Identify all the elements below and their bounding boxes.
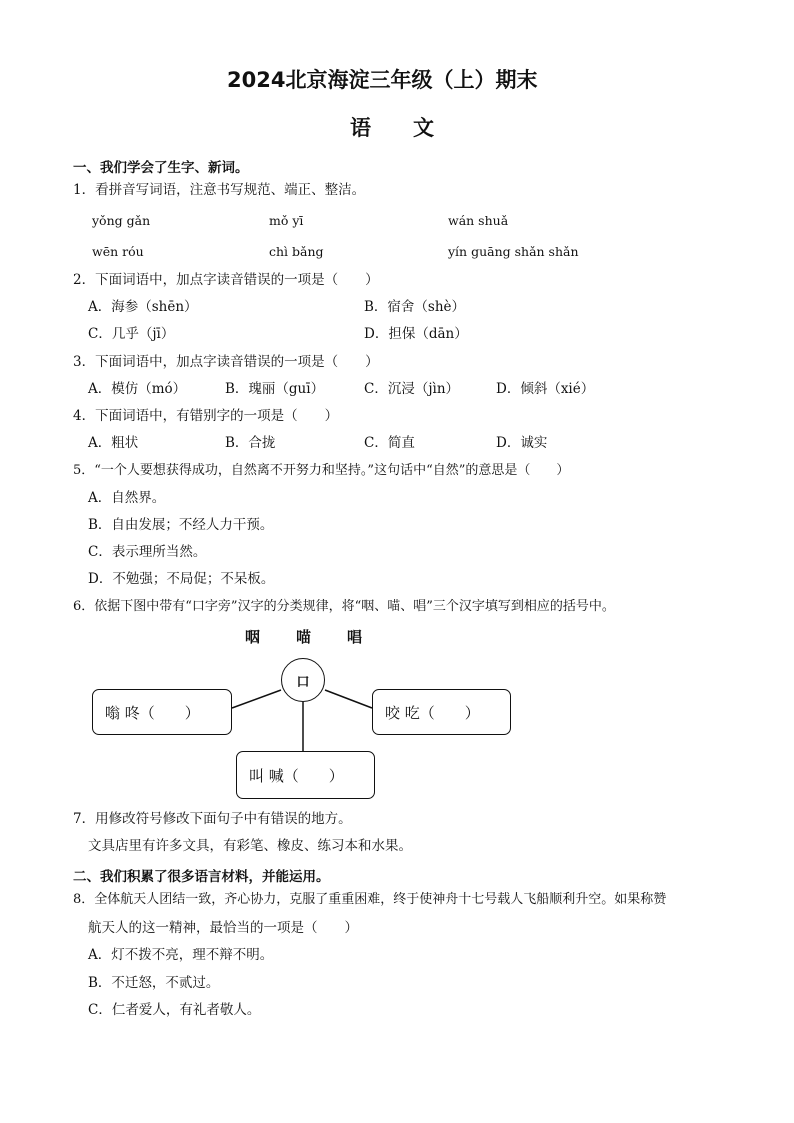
q3-option-a: A．模仿（mó） (88, 381, 187, 397)
q8-option-a: A．灯不拨不亮，理不辩不明。 (88, 947, 274, 963)
q1-pinyin-4: wēn róu (92, 244, 144, 259)
q1-pinyin-6: yín guāng shǎn shǎn (448, 244, 579, 259)
q5-option-d: D．不勉强；不局促；不呆板。 (88, 571, 275, 587)
q5-option-b: B．自由发展；不经人力干预。 (88, 517, 274, 533)
q1-pinyin-1: yǒng gǎn (92, 213, 151, 228)
q3-stem: 3．下面词语中，加点字读音错误的一项是（ ） (73, 354, 379, 370)
q8-stem-line-2: 航天人的这一精神，最恰当的一项是（ ） (88, 920, 358, 936)
q4-option-d: D．诚实 (496, 435, 548, 451)
q6-char-2: 喵 (296, 628, 312, 646)
q2-option-c: C．几乎（jī） (88, 326, 175, 342)
q5-option-a: A．自然界。 (88, 490, 166, 506)
q2-option-d: D．担保（dān） (364, 326, 468, 342)
q6-center-label: 口 (296, 674, 310, 690)
q8-option-c: C．仁者爱人，有礼者敬人。 (88, 1002, 261, 1018)
q3-option-d: D．倾斜（xié） (496, 381, 595, 397)
q5-option-c: C．表示理所当然。 (88, 544, 207, 560)
q6-stem: 6．依据下图中带有“口字旁”汉字的分类规律，将“咽、喵、唱”三个汉字填写到相应的括号中。 (73, 599, 615, 614)
section-2-heading: 二、我们积累了很多语言材料，并能运用。 (73, 869, 330, 885)
q4-stem: 4．下面词语中，有错别字的一项是（ ） (73, 408, 339, 424)
q4-option-b: B．合拢 (225, 435, 276, 451)
q2-option-a: A．海参（shēn） (88, 299, 198, 315)
q7-sentence: 文具店里有许多文具，有彩笔、橡皮、练习本和水果。 (88, 838, 412, 854)
q1-stem: 1．看拼音写词语，注意书写规范、端正、整洁。 (73, 182, 366, 198)
q6-box-bottom (236, 751, 375, 799)
q6-box-left-text[interactable]: 嗡 咚（ ） (105, 703, 200, 722)
q2-stem: 2．下面词语中，加点字读音错误的一项是（ ） (73, 272, 379, 288)
q6-box-bottom-text[interactable]: 叫 喊（ ） (249, 766, 344, 785)
q3-option-c: C．沉浸（jìn） (364, 381, 460, 397)
q4-option-a: A．粗状 (88, 435, 139, 451)
section-1-heading: 一、我们学会了生字、新词。 (73, 160, 249, 176)
q1-pinyin-2: mǒ yī (269, 213, 304, 228)
q6-box-left (92, 689, 232, 735)
q6-char-1: 咽 (245, 628, 261, 646)
q8-stem-line-1: 8．全体航天人团结一致，齐心协力，克服了重重困难，终于使神舟十七号载人飞船顺利升空。如果称赞 (73, 892, 667, 907)
q1-pinyin-5: chì bǎng (269, 244, 324, 259)
q6-char-3: 唱 (347, 628, 363, 646)
q1-pinyin-3: wán shuǎ (448, 213, 509, 228)
q7-stem: 7．用修改符号修改下面句子中有错误的地方。 (73, 811, 352, 827)
q6-box-right-text[interactable]: 咬 吃（ ） (385, 703, 480, 722)
q5-stem: 5．“一个人要想获得成功，自然离不开努力和坚持。”这句话中“自然”的意思是（ ） (73, 463, 570, 478)
q3-option-b: B．瑰丽（guī） (225, 381, 325, 397)
q4-option-c: C．简直 (364, 435, 415, 451)
subject-title: 语 文 (350, 116, 434, 140)
q8-option-b: B．不迁怒，不贰过。 (88, 975, 220, 991)
page-title: 2024北京海淀三年级（上）期末 (227, 68, 538, 92)
q6-center-circle (281, 658, 325, 702)
q6-box-right (372, 689, 511, 735)
q2-option-b: B．宿舍（shè） (364, 299, 466, 315)
